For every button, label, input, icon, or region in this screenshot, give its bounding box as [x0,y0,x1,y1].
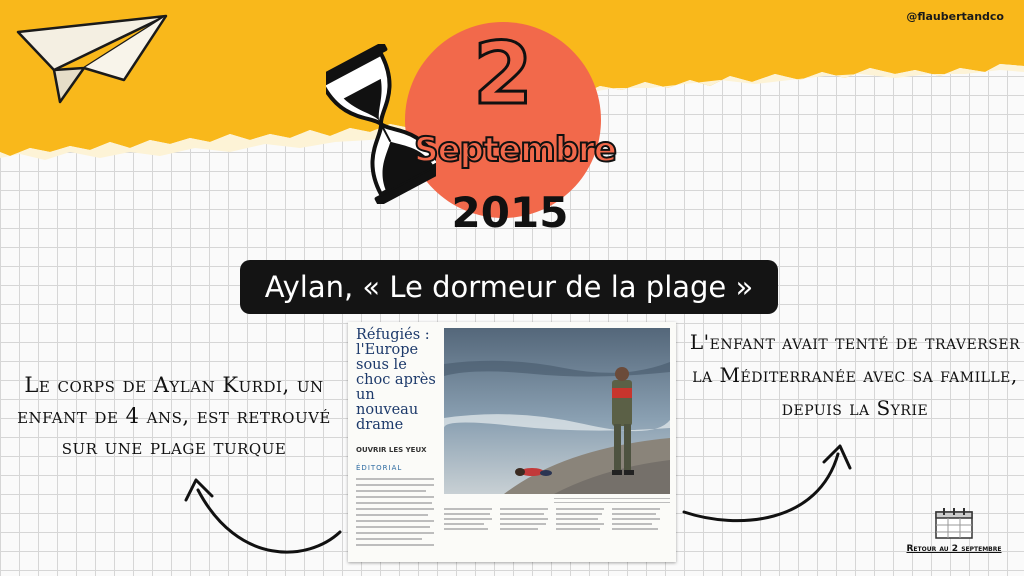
newspaper-subhead: OUVRIR LES YEUX [356,446,427,454]
newspaper-front-page [348,322,676,562]
curved-arrow-right-icon [678,440,858,530]
author-handle: @flaubertandco [906,10,1004,23]
text-block [356,520,434,522]
text-block [356,502,432,504]
curved-arrow-left-icon [168,470,348,570]
text-block [356,514,428,516]
text-block [356,526,430,528]
text-block [554,498,670,499]
text-block [356,490,426,492]
text-block [356,484,434,486]
news-column [500,508,552,533]
paper-plane-icon [14,10,174,105]
news-column [612,508,664,533]
back-to-date-link[interactable] [902,506,1006,558]
date-month: Septembre [414,130,616,170]
text-block [356,496,434,498]
calendar-icon [932,506,976,540]
date-year: 2015 [451,188,569,237]
back-link-label[interactable]: Retour au 2 septembre [906,544,1002,554]
title-banner [240,260,778,314]
right-caption: L'enfant avait tenté de traverser la Méditerranée avec sa famille, depuis la Syrie [689,330,1021,420]
left-caption: Le corps de Aylan Kurdi, un enfant de 4 ans, est retrouvé sur une plage turque [17,373,331,459]
page-title: Aylan, « Le dormeur de la plage » [264,270,754,304]
text-block [356,508,434,510]
date-day: 2 [473,24,533,124]
text-block [356,532,434,534]
news-photo [444,328,670,494]
text-block [554,502,670,503]
news-column [444,508,496,533]
newspaper-headline: Réfugiés : l'Europe sous le choc après un nouveau drame [356,327,436,433]
text-block [356,544,434,546]
text-block [356,538,422,540]
text-block [356,478,434,480]
newspaper-section: ÉDITORIAL [356,464,403,472]
news-column [556,508,608,533]
